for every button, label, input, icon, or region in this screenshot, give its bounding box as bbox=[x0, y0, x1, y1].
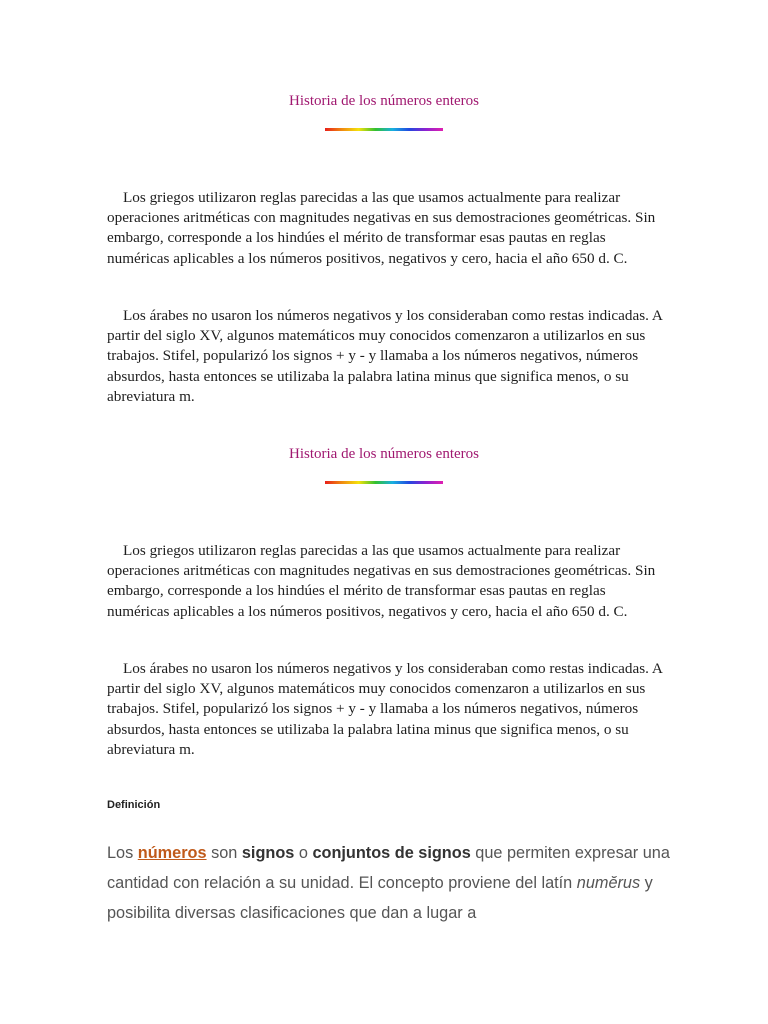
text-run: son bbox=[206, 844, 242, 862]
paragraph-greeks: Los griegos utilizaron reglas parecidas a las que usamos actualmente para realizar operaciones aritméticas con magnitudes negativas en sus demostraciones geométricas. Sin embargo, corresponde a los hindúes el mérito de transformar esas pautas en reglas numéricas aplicables a los números positivos, negativos y cero, hacia el año 650 d. C. bbox=[107, 189, 656, 267]
rainbow-divider bbox=[325, 128, 443, 131]
bold-term-signos: signos bbox=[241, 844, 295, 862]
text-run: y posibilita diversas clasificaciones que dan a lugar a bbox=[107, 874, 653, 922]
definition-heading: Definición bbox=[107, 799, 161, 811]
definition-text bbox=[107, 838, 687, 928]
section-title: Historia de los números enteros bbox=[289, 446, 479, 462]
text-run: que permiten expresar una cantidad con relación a su unidad. El concepto proviene del latín bbox=[107, 844, 670, 892]
paragraph-arabs: Los árabes no usaron los números negativos y los consideraban como restas indicadas. A partir del siglo XV, algunos matemáticos muy conocidos comenzaron a utilizarlos en sus trabajos. Stifel, popularizó los signos + y - y llamaba a los números negativos, números absurdos, hasta entonces se utilizaba la palabra latina minus que significa menos, o su abreviatura m. bbox=[107, 660, 663, 758]
paragraph-arabs: Los árabes no usaron los números negativos y los consideraban como restas indicadas. A partir del siglo XV, algunos matemáticos muy conocidos comenzaron a utilizarlos en sus trabajos. Stifel, popularizó los signos + y - y llamaba a los números negativos, números absurdos, hasta entonces se utilizaba la palabra latina minus que significa menos, o su abreviatura m. bbox=[107, 307, 663, 405]
rainbow-divider bbox=[325, 481, 443, 484]
paragraph-greeks: Los griegos utilizaron reglas parecidas a las que usamos actualmente para realizar operaciones aritméticas con magnitudes negativas en sus demostraciones geométricas. Sin embargo, corresponde a los hindúes el mérito de transformar esas pautas en reglas numéricas aplicables a los números positivos, negativos y cero, hacia el año 650 d. C. bbox=[107, 542, 656, 620]
numeros-link[interactable]: números bbox=[137, 844, 207, 862]
italic-term-numerus: numĕrus bbox=[576, 874, 641, 892]
bold-term-conjuntos: conjuntos de signos bbox=[312, 844, 471, 862]
section-title: Historia de los números enteros bbox=[289, 93, 479, 109]
text-run: o bbox=[294, 844, 313, 862]
text-run: Los bbox=[107, 844, 138, 862]
